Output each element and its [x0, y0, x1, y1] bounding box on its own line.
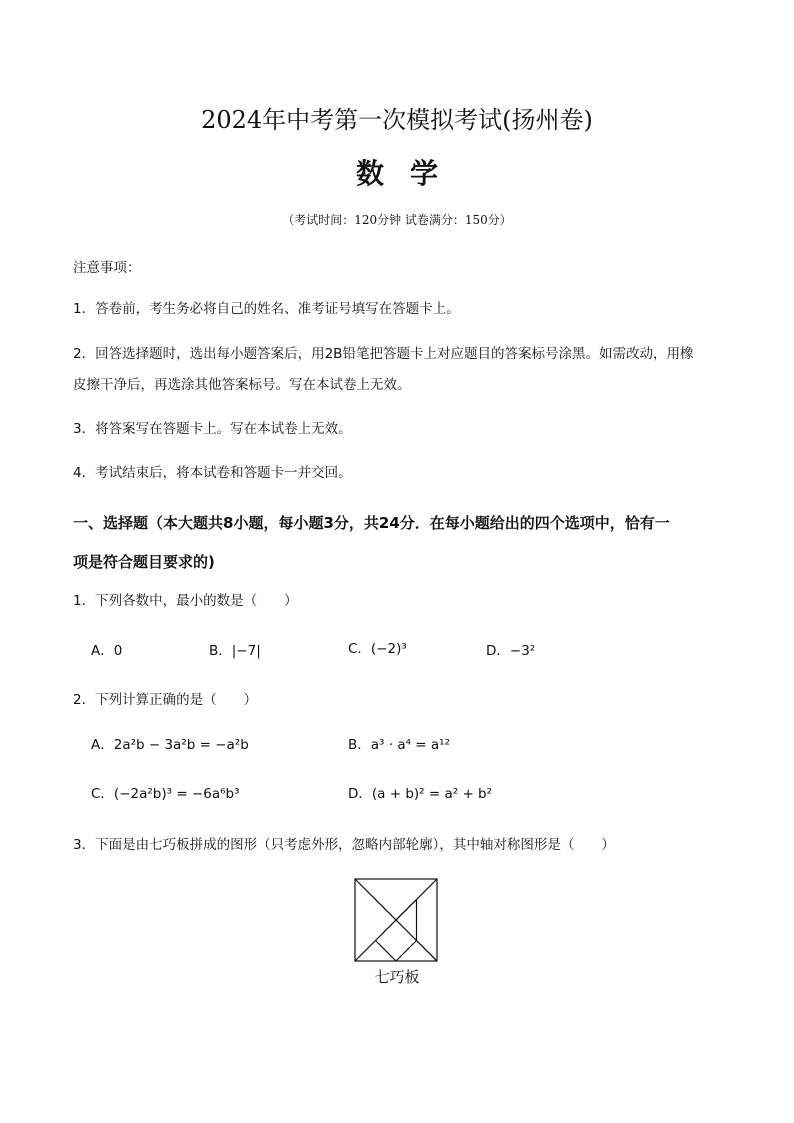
tangram-figure	[354, 878, 438, 962]
q2-option-a: A．2a²b − 3a²b = −a²b	[91, 737, 249, 753]
figure-caption: 七巧板	[374, 968, 420, 986]
q1-option-b: B．|−7|	[209, 643, 261, 659]
section-heading: 一、选择题（本大题共8小题，每小题3分，共24分．在每小题给出的四个选项中，恰有一	[73, 514, 670, 532]
tangram-middle-triangle	[376, 941, 397, 962]
note-item: 3．将答案写在答题卡上。写在本试卷上无效。	[73, 421, 352, 437]
question-2-stem: 2．下列计算正确的是（ ）	[73, 692, 258, 708]
question-3-stem: 3．下面是由七巧板拼成的图形（只考虑外形，忽略内部轮廓），其中轴对称图形是（ ）	[73, 837, 615, 853]
notes-heading: 注意事项：	[73, 260, 141, 276]
tangram-parallelogram-edge-2	[396, 900, 417, 921]
note-item: 皮擦干净后，再选涂其他答案标号。写在本试卷上无效。	[73, 377, 411, 393]
question-1-stem: 1．下列各数中，最小的数是（ ）	[73, 593, 298, 609]
tangram-small-triangle	[417, 941, 438, 962]
note-item: 4．考试结束后，将本试卷和答题卡一并交回。	[73, 465, 352, 481]
q2-option-c: C．(−2a²b)³ = −6a⁶b³	[91, 786, 240, 802]
exam-title: 2024年中考第一次模拟考试(扬州卷)	[201, 106, 593, 134]
exam-info: （考试时间：120分钟 试卷满分：150分）	[282, 213, 512, 227]
q1-option-a: A．0	[91, 643, 123, 659]
q2-option-b: B．a³ · a⁴ = a¹²	[348, 737, 450, 753]
note-item: 2．回答选择题时，选出每小题答案后，用2B铅笔把答题卡上对应题目的答案标号涂黑。如需改动，用橡	[73, 346, 694, 362]
tangram-bottom-triangle-left	[355, 941, 376, 962]
note-item: 1．答卷前，考生务必将自己的姓名、准考证号填写在答题卡上。	[73, 301, 460, 317]
q1-option-c: C．(−2)³	[348, 641, 407, 657]
q2-option-d: D．(a + b)² = a² + b²	[348, 786, 493, 802]
subject-title: 数学	[355, 157, 464, 190]
tangram-parallelogram-edge	[396, 941, 417, 962]
q1-option-d: D．−3²	[486, 643, 536, 659]
section-heading-cont: 项是符合题目要求的)	[73, 553, 215, 571]
